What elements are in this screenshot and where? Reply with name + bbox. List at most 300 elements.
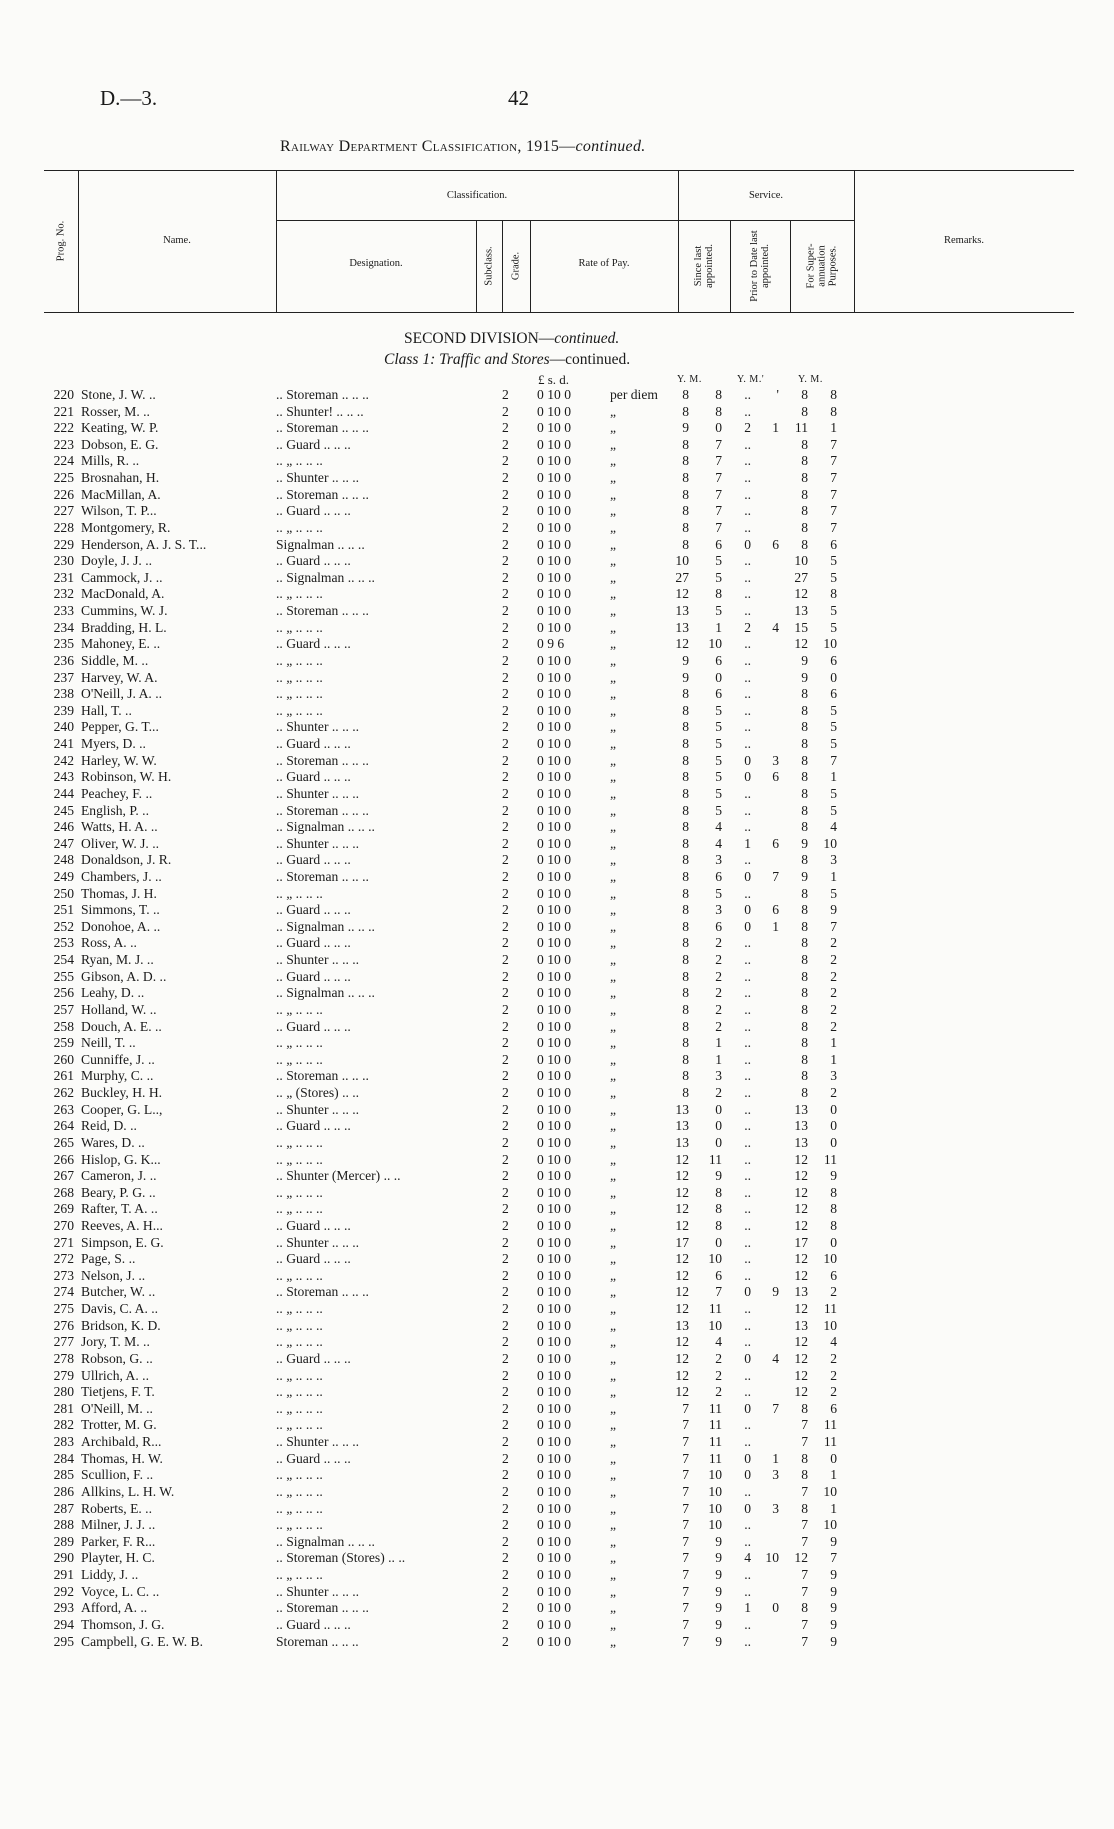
table-row xyxy=(0,404,1114,421)
prog-no: 263 xyxy=(53,1101,74,1117)
since-last-years: 12 xyxy=(675,1301,689,1317)
superannuation-months: 4 xyxy=(830,819,837,835)
designation: .. Storeman .. .. .. xyxy=(276,802,369,818)
pay-period: „ xyxy=(610,1616,617,1632)
prog-no: 283 xyxy=(53,1434,74,1450)
prior-years: .. xyxy=(744,1035,751,1051)
superannuation-months: 9 xyxy=(830,1567,837,1583)
prior-years: .. xyxy=(744,1085,751,1101)
pay-period: „ xyxy=(610,636,617,652)
subclass: 2 xyxy=(502,1334,509,1350)
prog-no: 221 xyxy=(53,403,74,419)
superannuation-years: 12 xyxy=(794,636,808,652)
designation: .. „ .. .. .. xyxy=(276,1467,323,1483)
table-row xyxy=(0,985,1114,1002)
table-row xyxy=(0,1002,1114,1019)
since-last-months: 5 xyxy=(715,752,722,768)
superannuation-years: 8 xyxy=(801,436,808,452)
table-row xyxy=(0,453,1114,470)
pay-period: „ xyxy=(610,1168,617,1184)
subclass: 2 xyxy=(502,686,509,702)
pay-period: „ xyxy=(610,519,617,535)
superannuation-years: 8 xyxy=(801,403,808,419)
prior-years: .. xyxy=(744,785,751,801)
pay-period: „ xyxy=(610,686,617,702)
pay-period: „ xyxy=(610,486,617,502)
since-last-months: 0 xyxy=(715,1101,722,1117)
table-row xyxy=(0,1451,1114,1468)
pay-period: „ xyxy=(610,1550,617,1566)
designation: .. Guard .. .. .. xyxy=(276,1118,351,1134)
prior-years: .. xyxy=(744,1583,751,1599)
table-row xyxy=(0,1068,1114,1085)
rate-of-pay: 0 10 0 xyxy=(537,1051,571,1067)
designation: .. „ .. .. .. xyxy=(276,1517,323,1533)
subclass-header: Subclass. xyxy=(483,246,495,286)
employee-name: O'Neill, J. A. .. xyxy=(81,686,162,702)
prior-years: 0 xyxy=(744,1350,751,1366)
designation: .. „ .. .. .. xyxy=(276,453,323,469)
pay-period: „ xyxy=(610,1234,617,1250)
designation: .. „ .. .. .. xyxy=(276,1400,323,1416)
table-row xyxy=(0,1318,1114,1335)
superannuation-years: 12 xyxy=(794,1301,808,1317)
designation: .. Shunter (Mercer) .. .. xyxy=(276,1168,401,1184)
since-last-years: 8 xyxy=(682,802,689,818)
designation: .. „ .. .. .. xyxy=(276,702,323,718)
since-last-months: 2 xyxy=(715,935,722,951)
designation: .. Guard .. .. .. xyxy=(276,769,351,785)
prior-years: 1 xyxy=(744,835,751,851)
superannuation-months: 7 xyxy=(830,503,837,519)
rate-of-pay: 0 10 0 xyxy=(537,1417,571,1433)
prior-months: 6 xyxy=(772,835,779,851)
designation: .. Storeman .. .. .. xyxy=(276,752,369,768)
subclass: 2 xyxy=(502,636,509,652)
since-last-years: 10 xyxy=(675,553,689,569)
since-last-months: 0 xyxy=(715,1234,722,1250)
prior-months: 6 xyxy=(772,769,779,785)
prior-years: .. xyxy=(744,387,751,402)
superannuation-years: 8 xyxy=(801,935,808,951)
rate-of-pay: 0 10 0 xyxy=(537,1151,571,1167)
since-last-months: 11 xyxy=(708,1400,722,1416)
employee-name: Chambers, J. .. xyxy=(81,868,162,884)
since-last-years: 8 xyxy=(682,935,689,951)
prog-no: 286 xyxy=(53,1483,74,1499)
page-title xyxy=(280,138,646,156)
prior-years: 0 xyxy=(744,868,751,884)
pay-period: „ xyxy=(610,1284,617,1300)
subclass: 2 xyxy=(502,736,509,752)
prior-years: .. xyxy=(744,1517,751,1533)
superannuation-months: 8 xyxy=(830,586,837,602)
superannuation-months: 5 xyxy=(830,702,837,718)
superannuation-months: 11 xyxy=(823,1434,837,1450)
subclass: 2 xyxy=(502,769,509,785)
subclass: 2 xyxy=(502,1267,509,1283)
employee-name: Nelson, J. .. xyxy=(81,1267,146,1283)
rate-of-pay: 0 10 0 xyxy=(537,519,571,535)
designation: .. „ .. .. .. xyxy=(276,1500,323,1516)
subclass: 2 xyxy=(502,968,509,984)
since-last-months: 5 xyxy=(715,569,722,585)
since-last-years: 12 xyxy=(675,1218,689,1233)
pay-period: „ xyxy=(610,1384,617,1400)
rate-of-pay: 0 10 0 xyxy=(537,1251,571,1267)
service-units-super: Y. M. xyxy=(798,374,823,385)
rate-of-pay: 0 10 0 xyxy=(537,1400,571,1416)
since-last-months: 8 xyxy=(715,586,722,602)
rate-of-pay: 0 10 0 xyxy=(537,1035,571,1051)
rate-of-pay: 0 10 0 xyxy=(537,586,571,602)
pay-period: „ xyxy=(610,1517,617,1533)
subclass: 2 xyxy=(502,1201,509,1217)
designation: .. „ .. .. .. xyxy=(276,1317,323,1333)
subclass: 2 xyxy=(502,1068,509,1084)
employee-name: Brosnahan, H. xyxy=(81,470,160,486)
superannuation-months: 11 xyxy=(823,1417,837,1433)
employee-name: MacDonald, A. xyxy=(81,586,165,602)
since-last-years: 9 xyxy=(682,420,689,436)
superannuation-years: 12 xyxy=(794,1334,808,1350)
subclass: 2 xyxy=(502,420,509,436)
subclass: 2 xyxy=(502,1533,509,1549)
prior-years: .. xyxy=(744,436,751,452)
since-last-years: 12 xyxy=(675,1151,689,1167)
prior-months: 7 xyxy=(772,868,779,884)
table-row xyxy=(0,1085,1114,1102)
prior-months: 3 xyxy=(772,1467,779,1483)
rate-of-pay: 0 10 0 xyxy=(537,1567,571,1583)
superannuation-years: 8 xyxy=(801,453,808,469)
since-last-months: 2 xyxy=(715,1001,722,1017)
pay-period: „ xyxy=(610,453,617,469)
rate-of-pay: 0 10 0 xyxy=(537,470,571,486)
since-last-years: 9 xyxy=(682,669,689,685)
pay-period: „ xyxy=(610,1101,617,1117)
prog-no: 275 xyxy=(53,1301,74,1317)
rate-of-pay: 0 10 0 xyxy=(537,1467,571,1483)
rate-of-pay: 0 10 0 xyxy=(537,769,571,785)
superannuation-months: 5 xyxy=(830,885,837,901)
pay-period: „ xyxy=(610,403,617,419)
since-last-months: 2 xyxy=(715,985,722,1001)
prior-years: .. xyxy=(744,1018,751,1034)
rate-of-pay: 0 10 0 xyxy=(537,1367,571,1383)
since-last-years: 8 xyxy=(682,868,689,884)
since-last-months: 10 xyxy=(708,1317,722,1333)
superannuation-months: 7 xyxy=(830,918,837,934)
designation: .. „ .. .. .. xyxy=(276,1134,323,1150)
designation: .. Shunter .. .. .. xyxy=(276,719,360,735)
rate-of-pay: 0 10 0 xyxy=(537,736,571,752)
superannuation-months: 7 xyxy=(830,486,837,502)
pay-period: „ xyxy=(610,1251,617,1267)
prog-no: 245 xyxy=(53,802,74,818)
superannuation-years: 8 xyxy=(801,952,808,968)
employee-name: Leahy, D. .. xyxy=(81,985,145,1001)
since-last-months: 3 xyxy=(715,852,722,868)
table-row xyxy=(0,1401,1114,1418)
prog-no: 261 xyxy=(53,1068,74,1084)
subclass: 2 xyxy=(502,1367,509,1383)
since-last-years: 12 xyxy=(675,636,689,652)
table-row xyxy=(0,570,1114,587)
superannuation-months: 5 xyxy=(830,785,837,801)
class-heading xyxy=(384,351,630,369)
employee-name: Peachey, F. .. xyxy=(81,785,153,801)
designation: .. Guard .. .. .. xyxy=(276,636,351,652)
employee-name: Bradding, H. L. xyxy=(81,619,167,635)
table-row xyxy=(0,935,1114,952)
prior-years: 0 xyxy=(744,1450,751,1466)
superannuation-months: 6 xyxy=(830,652,837,668)
prog-no: 246 xyxy=(53,819,74,835)
prog-no: 248 xyxy=(53,852,74,868)
table-row xyxy=(0,503,1114,520)
since-last-years: 8 xyxy=(682,1001,689,1017)
since-last-years: 8 xyxy=(682,918,689,934)
superannuation-years: 8 xyxy=(801,1001,808,1017)
prior-years: .. xyxy=(744,1134,751,1150)
employee-name: Afford, A. .. xyxy=(81,1600,148,1616)
pay-period: „ xyxy=(610,1633,617,1649)
prior-years: .. xyxy=(744,553,751,569)
superannuation-months: 2 xyxy=(830,968,837,984)
subclass: 2 xyxy=(502,1517,509,1533)
employee-name: Doyle, J. J. .. xyxy=(81,553,152,569)
rate-of-pay: 0 10 0 xyxy=(537,453,571,469)
remarks-header: Remarks. xyxy=(944,235,984,246)
since-last-months: 0 xyxy=(715,420,722,436)
since-last-months: 9 xyxy=(715,1600,722,1616)
prog-no: 289 xyxy=(53,1533,74,1549)
prior-months: 1 xyxy=(772,1450,779,1466)
pay-period: „ xyxy=(610,968,617,984)
since-last-months: 10 xyxy=(708,636,722,652)
table-row xyxy=(0,686,1114,703)
prior-years: .. xyxy=(744,403,751,419)
since-last-months: 6 xyxy=(715,1267,722,1283)
prog-no: 239 xyxy=(53,702,74,718)
since-last-years: 12 xyxy=(675,1367,689,1383)
service-units-since: Y. M. xyxy=(677,374,702,385)
prog-no: 227 xyxy=(53,503,74,519)
superannuation-years: 12 xyxy=(794,1168,808,1184)
table-row xyxy=(0,1567,1114,1584)
prog-no: 224 xyxy=(53,453,74,469)
subclass: 2 xyxy=(502,1085,509,1101)
since-last-years: 12 xyxy=(675,1267,689,1283)
table-row xyxy=(0,1135,1114,1152)
table-row xyxy=(0,1185,1114,1202)
superannuation-years: 13 xyxy=(794,1317,808,1333)
prior-years: .. xyxy=(744,652,751,668)
since-last-years: 7 xyxy=(682,1583,689,1599)
since-last-months: 2 xyxy=(715,1085,722,1101)
rate-of-pay: 0 10 0 xyxy=(537,1168,571,1184)
prior-months: 1 xyxy=(772,420,779,436)
prog-no: 274 xyxy=(53,1284,74,1300)
since-last-months: 3 xyxy=(715,1068,722,1084)
designation: Storeman .. .. .. xyxy=(276,1633,359,1649)
prior-years: .. xyxy=(744,1118,751,1134)
since-last-years: 12 xyxy=(675,1168,689,1184)
pay-period: „ xyxy=(610,902,617,918)
superannuation-months: 10 xyxy=(823,1317,837,1333)
since-last-years: 8 xyxy=(682,387,689,402)
superannuation-years: 7 xyxy=(801,1417,808,1433)
prior-months: 9 xyxy=(772,1284,779,1300)
prog-no: 255 xyxy=(53,968,74,984)
since-last-years: 8 xyxy=(682,819,689,835)
employee-name: Milner, J. J. .. xyxy=(81,1517,156,1533)
superannuation-months: 8 xyxy=(830,403,837,419)
prog-no: 271 xyxy=(53,1234,74,1250)
pay-period: „ xyxy=(610,1184,617,1200)
designation: .. Signalman .. .. .. xyxy=(276,819,375,835)
superannuation-years: 8 xyxy=(801,1018,808,1034)
since-last-months: 3 xyxy=(715,902,722,918)
pay-period: „ xyxy=(610,1068,617,1084)
designation: .. Storeman (Stores) .. .. xyxy=(276,1550,406,1566)
table-row xyxy=(0,620,1114,637)
pay-period: „ xyxy=(610,736,617,752)
since-last-months: 2 xyxy=(715,1018,722,1034)
superannuation-months: 3 xyxy=(830,852,837,868)
pay-period: „ xyxy=(610,1134,617,1150)
employee-name: Campbell, G. E. W. B. xyxy=(81,1633,203,1649)
superannuation-years: 8 xyxy=(801,1500,808,1516)
superannuation-years: 8 xyxy=(801,918,808,934)
prior-years: 0 xyxy=(744,769,751,785)
prior-years: .. xyxy=(744,719,751,735)
name-header: Name. xyxy=(163,235,191,246)
prog-no: 287 xyxy=(53,1500,74,1516)
prior-years: .. xyxy=(744,802,751,818)
prior-years: 0 xyxy=(744,1500,751,1516)
rate-of-pay: 0 10 0 xyxy=(537,1085,571,1101)
pay-period: „ xyxy=(610,752,617,768)
rate-of-pay: 0 10 0 xyxy=(537,918,571,934)
employee-name: Reid, D. .. xyxy=(81,1118,137,1134)
employee-name: Cunniffe, J. .. xyxy=(81,1051,155,1067)
table-row xyxy=(0,437,1114,454)
prior-months: 4 xyxy=(772,1350,779,1366)
pay-period: „ xyxy=(610,1467,617,1483)
table-row xyxy=(0,1052,1114,1069)
prior-years: .. xyxy=(744,1434,751,1450)
prog-no: 268 xyxy=(53,1184,74,1200)
employee-name: Harvey, W. A. xyxy=(81,669,158,685)
designation: .. „ .. .. .. xyxy=(276,1334,323,1350)
employee-name: Tietjens, F. T. xyxy=(81,1384,155,1400)
table-row xyxy=(0,1434,1114,1451)
rate-of-pay: 0 10 0 xyxy=(537,1267,571,1283)
subclass: 2 xyxy=(502,1500,509,1516)
prior-years: .. xyxy=(744,1633,751,1649)
since-last-years: 8 xyxy=(682,769,689,785)
employee-name: Robinson, W. H. xyxy=(81,769,172,785)
table-row xyxy=(0,919,1114,936)
since-last-years: 7 xyxy=(682,1500,689,1516)
table-row xyxy=(0,902,1114,919)
since-last-years: 8 xyxy=(682,736,689,752)
table-row xyxy=(0,1268,1114,1285)
since-last-years: 7 xyxy=(682,1600,689,1616)
since-last-months: 5 xyxy=(715,736,722,752)
superannuation-months: 11 xyxy=(823,1301,837,1317)
rate-of-pay: 0 10 0 xyxy=(537,785,571,801)
since-last-months: 0 xyxy=(715,1134,722,1150)
superannuation-months: 3 xyxy=(830,1068,837,1084)
pay-period: „ xyxy=(610,1417,617,1433)
class-title: Class 1: Traffic and Stores xyxy=(384,351,550,368)
rate-of-pay: 0 10 0 xyxy=(537,553,571,569)
since-last-years: 8 xyxy=(682,453,689,469)
prior-years: .. xyxy=(744,1201,751,1217)
superannuation-years: 8 xyxy=(801,536,808,552)
prog-no: 222 xyxy=(53,420,74,436)
employee-name: Rafter, T. A. .. xyxy=(81,1201,158,1217)
pay-period: „ xyxy=(610,669,617,685)
service-header: Service. xyxy=(748,190,784,201)
table-row xyxy=(0,1417,1114,1434)
employee-name: Thomson, J. G. xyxy=(81,1616,165,1632)
employee-name: Myers, D. .. xyxy=(81,736,146,752)
rate-of-pay: 0 10 0 xyxy=(537,1218,571,1233)
superannuation-months: 5 xyxy=(830,569,837,585)
since-last-months: 4 xyxy=(715,819,722,835)
rate-of-pay: 0 10 0 xyxy=(537,1550,571,1566)
employee-name: Page, S. .. xyxy=(81,1251,136,1267)
superannuation-years: 12 xyxy=(794,1267,808,1283)
pay-period: „ xyxy=(610,536,617,552)
table-row xyxy=(0,1235,1114,1252)
subclass: 2 xyxy=(502,387,509,402)
prior-years: .. xyxy=(744,1184,751,1200)
table-row xyxy=(0,586,1114,603)
prior-months: 0 xyxy=(772,1600,779,1616)
designation: .. „ .. .. .. xyxy=(276,1367,323,1383)
rate-of-pay: 0 10 0 xyxy=(537,802,571,818)
since-last-years: 12 xyxy=(675,1284,689,1300)
prior-months: 1 xyxy=(772,918,779,934)
superannuation-months: 10 xyxy=(823,1517,837,1533)
pay-period: „ xyxy=(610,503,617,519)
employee-name: Oliver, W. J. .. xyxy=(81,835,159,851)
table-row xyxy=(0,1550,1114,1567)
subclass: 2 xyxy=(502,1400,509,1416)
prog-no: 264 xyxy=(53,1118,74,1134)
since-last-months: 6 xyxy=(715,868,722,884)
prior-months: 3 xyxy=(772,1500,779,1516)
superannuation-months: 6 xyxy=(830,1400,837,1416)
designation: .. Storeman .. .. .. xyxy=(276,387,369,402)
rate-of-pay: 0 10 0 xyxy=(537,1184,571,1200)
prog-no: 231 xyxy=(53,569,74,585)
employee-name: Davis, C. A. .. xyxy=(81,1301,159,1317)
superannuation-months: 9 xyxy=(830,1168,837,1184)
prog-no: 276 xyxy=(53,1317,74,1333)
since-last-years: 7 xyxy=(682,1550,689,1566)
subclass: 2 xyxy=(502,669,509,685)
rate-of-pay: 0 10 0 xyxy=(537,885,571,901)
since-last-years: 8 xyxy=(682,1051,689,1067)
table-row xyxy=(0,1035,1114,1052)
subclass: 2 xyxy=(502,1301,509,1317)
